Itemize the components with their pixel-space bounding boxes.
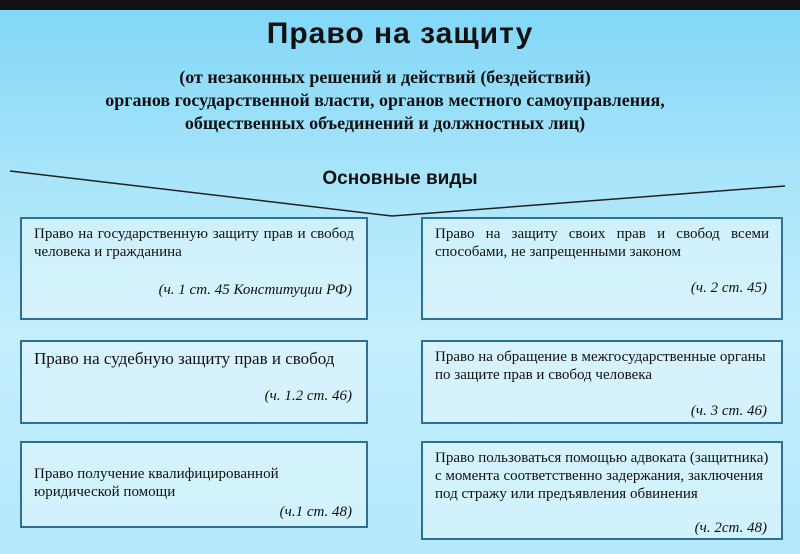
page-title: Право на защиту [266,17,534,50]
protection-type-box [421,217,783,320]
box-reference: (ч. 3 ст. 46) [690,403,767,419]
box-reference: (ч. 2ст. 48) [694,520,767,536]
box-text: Право на судебную защиту прав и свобод [34,349,335,368]
connector-right-line [392,186,785,216]
box-reference: (ч. 1 ст. 45 Конституции РФ) [158,282,352,298]
protection-type-box [421,441,783,540]
protection-type-box [20,217,368,320]
box-text: Право на защиту своих прав и свобод всеми способами, не запрещенными законом [435,226,769,260]
protection-type-box [20,340,368,424]
subtitle-line: органов государственной власти, органов местного самоуправления, [105,90,665,110]
box-text: Право получение квалифицированной юридической помощи [34,466,279,500]
protection-type-box [421,340,783,424]
box-text: Право на государственную защиту прав и свобод человека и гражданина [34,226,354,260]
box-reference: (ч. 2 ст. 45) [690,280,767,296]
subtitle-line: (от незаконных решений и действий (бездействий) [179,67,591,87]
box-text: Право пользоваться помощью адвоката (защитника) с момента соответственно задержания, заключения под стражу или предъявления обвинения [435,450,769,502]
box-text: Право на обращение в межгосударственные органы по защите прав и свобод человека [435,349,766,383]
box-reference: (ч.1 ст. 48) [279,504,352,520]
section-heading: Основные виды [322,168,478,189]
subtitle-line: общественных объединений и должностных лиц) [184,113,586,133]
box-reference: (ч. 1.2 ст. 46) [264,388,352,404]
protection-type-box [20,441,368,528]
